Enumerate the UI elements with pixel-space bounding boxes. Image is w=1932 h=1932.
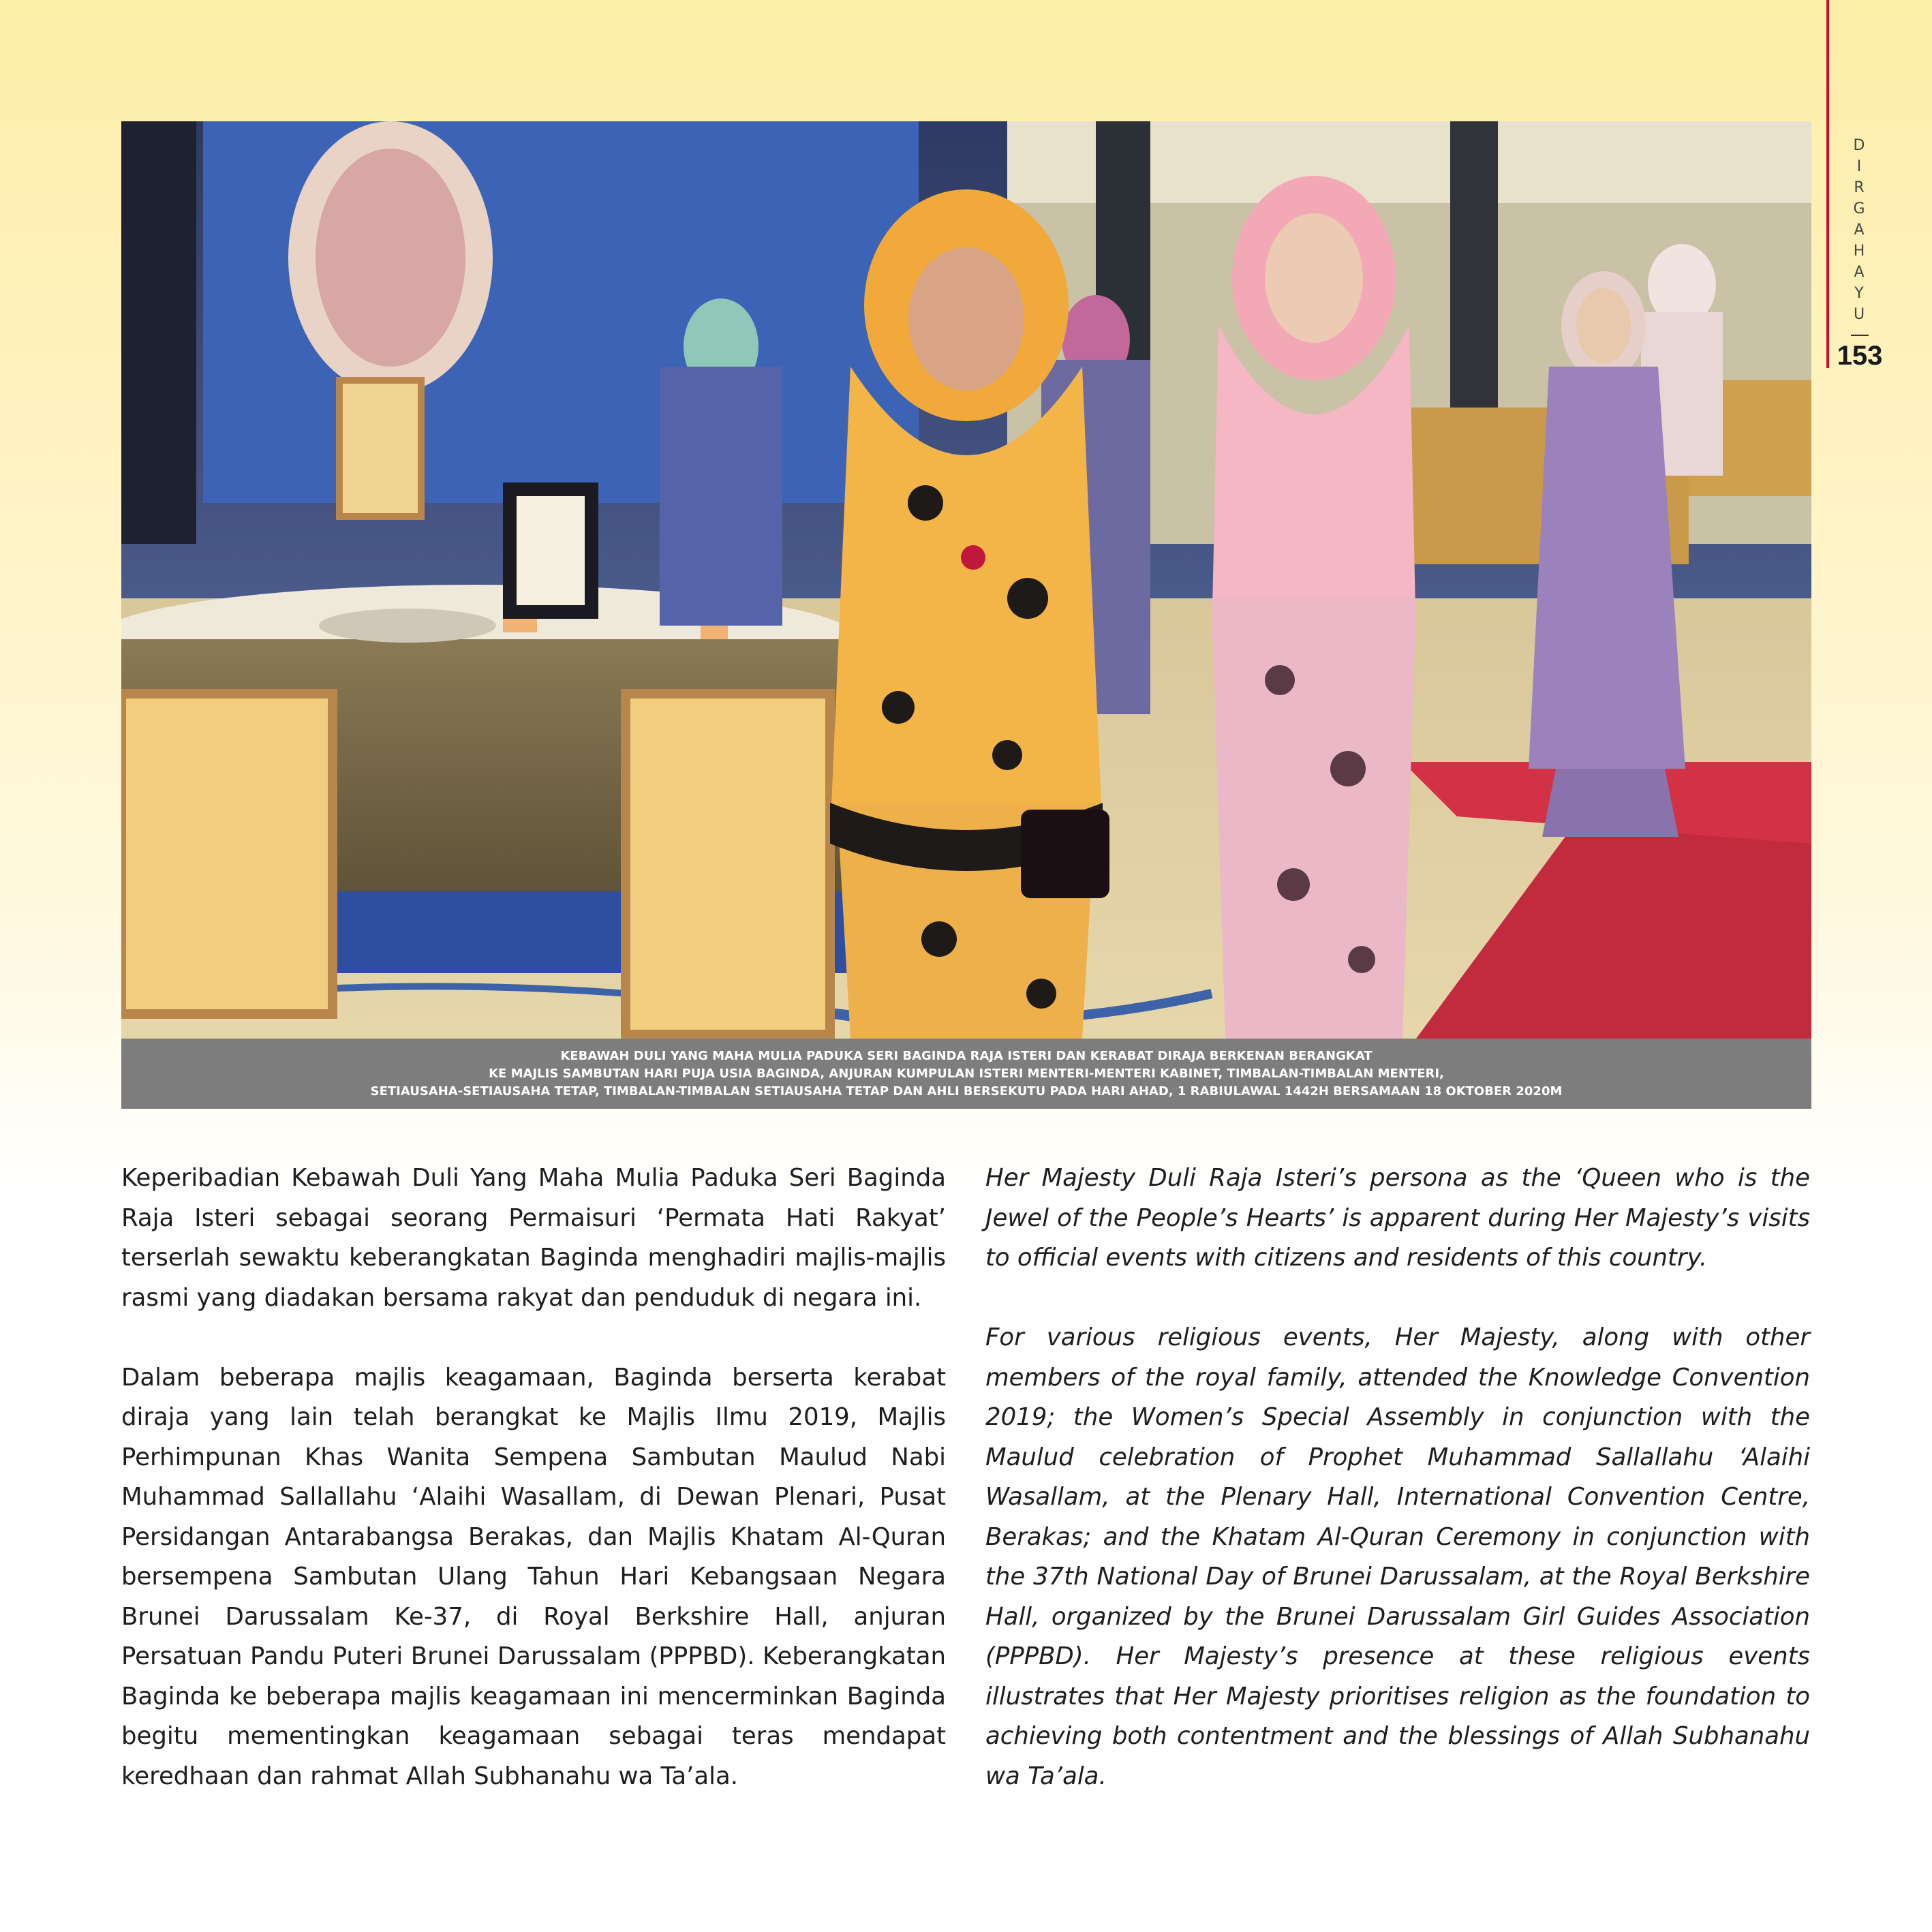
malay-paragraph-1: Keperibadian Kebawah Duli Yang Maha Mulia Paduka Seri Baginda Raja Isteri sebagai seorang Permaisuri ‘Permata Hati Rakyat’ terserlah sewaktu keberangkatan Baginda menghadiri majlis-majlis rasmi yang diadakan bersama rakyat dan penduduk di negara ini. <box>121 1164 946 1312</box>
photo-caption <box>121 1039 1811 1109</box>
malay-paragraph-2: Dalam beberapa majlis keagamaan, Baginda berserta kerabat diraja yang lain telah berangkat ke Majlis Ilmu 2019, Majlis Perhimpunan Khas Wanita Sempena Sambutan Maulud Nabi Muhammad Sallallahu ‘Alaihi Wasallam, di Dewan Plenari, Pusat Persidangan Antarabangsa Berakas, dan Majlis Khatam Al-Quran bersempena Sambutan Ulang Tahun Hari Kebangsaan Negara Brunei Darussalam Ke-37, di Royal Berkshire Hall, anjuran Persatuan Pandu Puteri Brunei Darussalam (PPPBD). Keberangkatan Baginda ke beberapa majlis keagamaan ini mencerminkan Baginda begitu mementingkan keagamaan sebagai teras mendapat keredhaan dan rahmat Allah Subhanahu wa Ta’ala. <box>121 1363 946 1790</box>
section-label-letter: H <box>1853 243 1865 260</box>
event-photo-illustration <box>121 121 1811 1039</box>
section-divider <box>1851 335 1869 336</box>
accent-rule <box>1826 0 1829 368</box>
section-label-letter: Y <box>1854 285 1864 302</box>
section-label-letter: D <box>1853 137 1865 154</box>
malay-column <box>121 1159 946 1837</box>
page-number: 153 <box>1837 341 1883 371</box>
caption-line: SETIAUSAHA-SETIAUSAHA TETAP, TIMBALAN-TIMBALAN SETIAUSAHA TETAP DAN AHLI BERSEKUTU PADA HARI AHAD, 1 RABIULAWAL 1442H BERSAMAAN 18 OKTOBER 2020M <box>370 1084 1563 1099</box>
section-label-letter: A <box>1854 264 1865 281</box>
caption-line: KE MAJLIS SAMBUTAN HARI PUJA USIA BAGINDA, ANJURAN KUMPULAN ISTERI MENTERI-MENTERI KABINET, TIMBALAN-TIMBALAN MENTERI, <box>489 1066 1444 1081</box>
english-column <box>985 1159 1810 1837</box>
section-label-letter: R <box>1854 179 1865 196</box>
english-paragraph-2: For various religious events, Her Majesty, along with other members of the royal family, attended the Knowledge Convention 2019; the Women’s Special Assembly in conjunction with the Maulud celebration of Prophet Muhammad Sallallahu ‘Alaihi Wasallam, at the Plenary Hall, International Convention Centre, Berakas; and the Khatam Al-Quran Ceremony in conjunction with the 37th National Day of Brunei Darussalam, at the Royal Berkshire Hall, organized by the Brunei Darussalam Girl Guides Association (PPPBD). Her Majesty’s presence at these religious events illustrates that Her Majesty prioritises religion as the foundation to achieving both contentment and the blessings of Allah Subhanahu wa Ta’ala. <box>985 1323 1810 1790</box>
section-label-letter: U <box>1853 306 1865 323</box>
section-label-letter: I <box>1856 158 1862 175</box>
section-label-letter: A <box>1854 221 1865 239</box>
caption-line: KEBAWAH DULI YANG MAHA MULIA PADUKA SERI BAGINDA RAJA ISTERI DAN KERABAT DIRAJA BERKENAN BERANGKAT <box>560 1048 1373 1063</box>
section-label-vertical <box>1847 135 1871 325</box>
section-label-letter: G <box>1853 200 1865 217</box>
english-paragraph-1: Her Majesty Duli Raja Isteri’s persona as the ‘Queen who is the Jewel of the People’s Hearts’ is apparent during Her Majesty’s visits to official events with citizens and residents of this country. <box>985 1164 1810 1272</box>
event-photo <box>121 121 1811 1039</box>
